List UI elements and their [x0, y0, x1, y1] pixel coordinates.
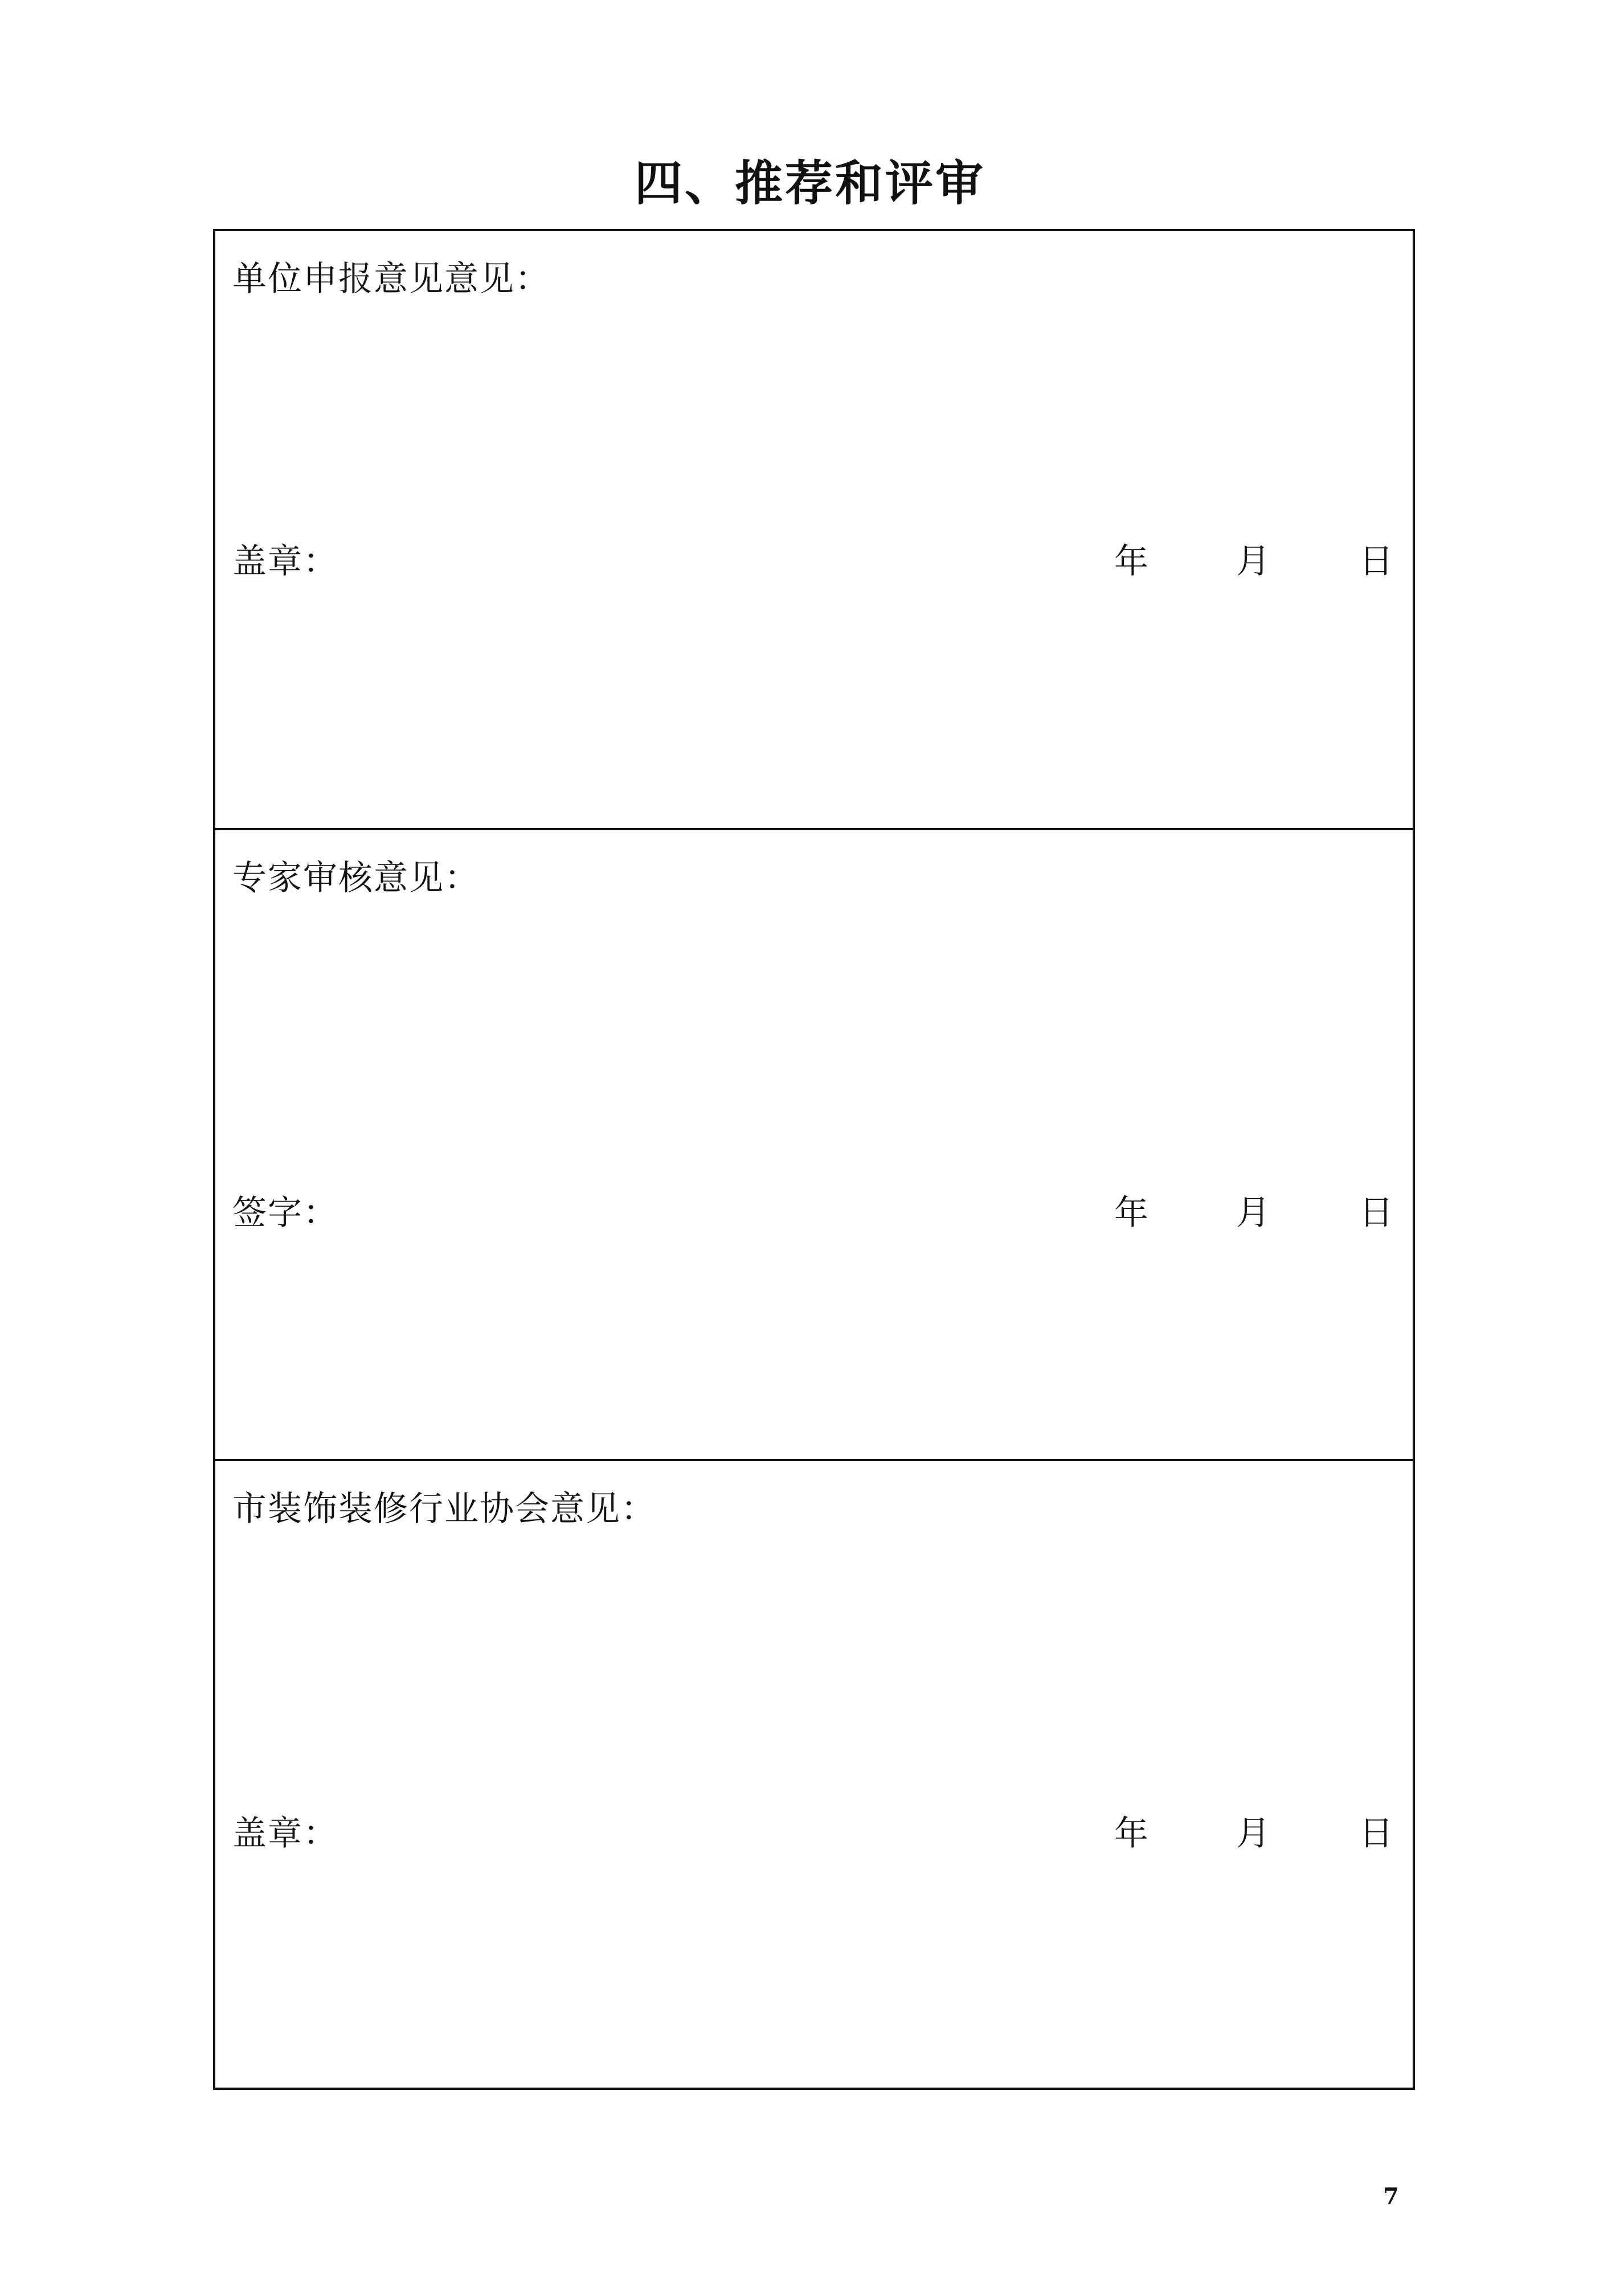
association-seal-label: 盖章： — [232, 1814, 338, 1854]
unit-opinion-section — [215, 231, 1413, 830]
page-number: 7 — [1383, 2183, 1399, 2210]
expert-opinion-section — [215, 830, 1413, 1461]
review-form-table — [213, 229, 1415, 2090]
unit-date-day-label: 日 — [1359, 542, 1393, 581]
unit-opinion-label: 单位申报意见意见： — [232, 259, 550, 299]
expert-date-day-label: 日 — [1359, 1193, 1393, 1233]
expert-signature-label: 签字： — [232, 1193, 338, 1233]
unit-date-month-label: 月 — [1236, 542, 1270, 581]
expert-date-year-label: 年 — [1114, 1193, 1148, 1233]
association-date-month-label: 月 — [1236, 1814, 1270, 1854]
association-opinion-label: 市装饰装修行业协会意见： — [232, 1489, 656, 1529]
expert-date-month-label: 月 — [1236, 1193, 1270, 1233]
unit-date-year-label: 年 — [1114, 542, 1148, 581]
page-title: 四、推荐和评审 — [634, 155, 985, 211]
association-opinion-section — [215, 1461, 1413, 2088]
association-date-day-label: 日 — [1359, 1814, 1393, 1854]
association-date-year-label: 年 — [1114, 1814, 1148, 1854]
unit-seal-label: 盖章： — [232, 542, 338, 581]
expert-opinion-label: 专家审核意见： — [232, 858, 480, 898]
